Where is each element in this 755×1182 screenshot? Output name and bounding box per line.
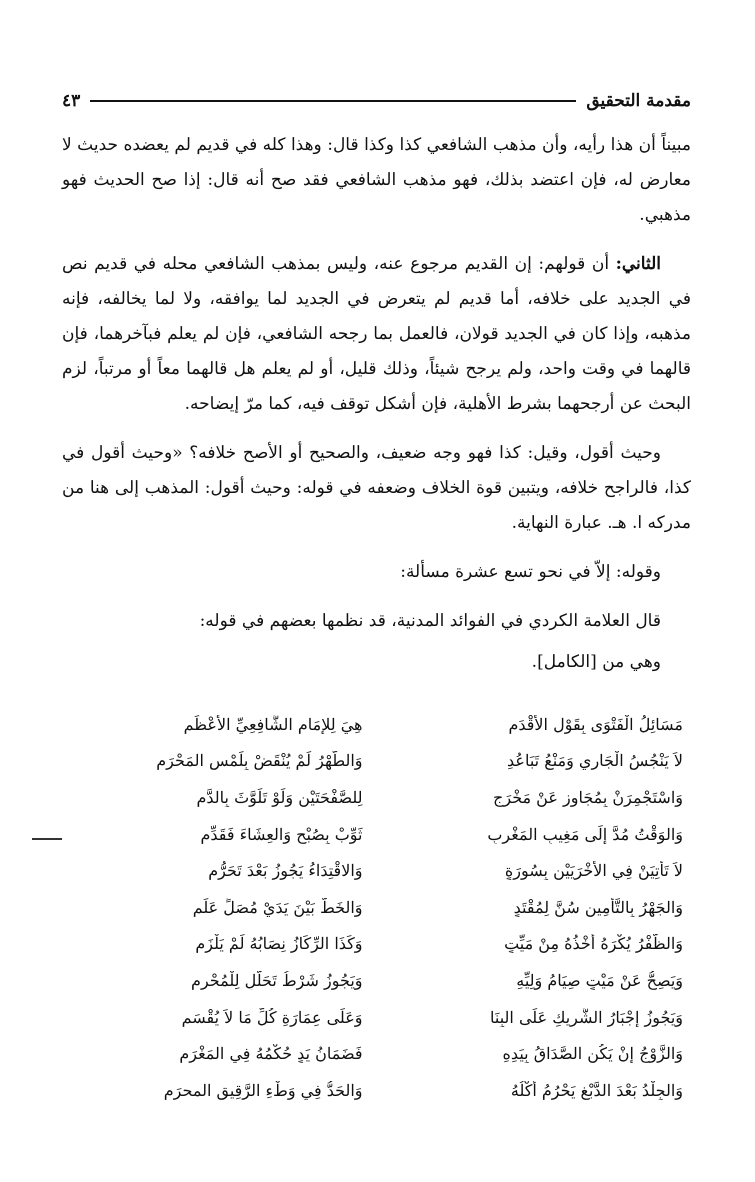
poem-second-hemistich: وَالخَطُّ بَيْنَ يَدَيْ مُصَلٍّ عَلِّمِ (192, 897, 363, 917)
paragraph-2-text: أن قولهم: إن القديم مرجوع عنه، وليس بمذهب الشافعي محله في قديم نص في الجديد على خلافه، أما قديم لم يتعرض في الجديد لما يوافقه، ولا لما يخالفه، فإنه مذهبه، وإذا كان في الجديد قولان، فالعمل بما رجحه الشافعي، فإن لم يعلم فبآخرهما، فإن قالهما في وقت واحد، ولم يرجح شيئاً، وذلك قليل، أو لم يعلم هل قالهما معاً أو مرتباً، لزم البحث عن أرجحهما بشرط الأهلية، فإن أشكل توقف فيه، كما مرّ إيضاحه. (62, 254, 691, 414)
poem-second-hemistich: وَيَجُوزُ شَرْطُ تَحَلُّلٍ لِلْمُحْرِمِ (191, 970, 363, 990)
poem-couplet (62, 816, 691, 853)
poem-couplet (62, 779, 691, 816)
poem-first-hemistich: لاَ يَنْجُسُ الْجَارِي وَمَنْعُ تَبَاعُدِ (507, 751, 683, 771)
poem-first-hemistich: وَالجَهْرُ بِالتَّأْمِينِ سُنَّ لِمُقْتَدٍ (513, 897, 683, 917)
poem-first-hemistich: وَيَجُوزُ إِجْبَارُ الشَّرِيكِ عَلَى البِنَا (490, 1007, 683, 1027)
paragraph-4: وقوله: إلاّ في نحو تسع عشرة مسألة: (400, 562, 661, 582)
poem-first-hemistich: وَالزَّوْجُ إِنْ يَكُنِ الصَّدَاقُ بِيَدِهِ (502, 1044, 683, 1064)
poem-first-hemistich: وَيَصِحُّ عَنْ مَيْتٍ صِيَامُ وَلِيِّهِ (516, 970, 683, 990)
poem-couplet (62, 962, 691, 999)
page-number: ٤٣ (62, 91, 81, 111)
poem-couplet (62, 706, 691, 743)
poem-couplet (62, 1035, 691, 1072)
poem-first-hemistich: وَاسْتَجْمِرَنْ بِمُجَاوِزٍ عَنْ مَخْرَجِ (493, 787, 683, 807)
poem-second-hemistich: وَعَلَى عِمَارَةِ كُلِّ مَا لاَ يُقْسَمِ (181, 1007, 363, 1027)
poem-second-hemistich: وَالحَدُّ فِي وَطْءِ الرَّقِيقِ المحرَمِ (163, 1080, 363, 1100)
poem-first-hemistich: وَالجِلْدُ بَعْدَ الدَّبْغِ يَحْرُمُ أَكْلُهُ (510, 1080, 683, 1100)
poem-first-hemistich: مَسَائِلُ الْفَتْوَى بِقَوْلِ الأَقْدَمِ (508, 714, 683, 734)
page-header (62, 86, 691, 116)
poem-couplet (62, 889, 691, 926)
paragraph-5: قال العلامة الكردي في الفوائد المدنية، قد نظمها بعضهم في قوله: (199, 611, 661, 631)
poem-couplet (62, 999, 691, 1036)
poem-second-hemistich: وَكَذَا الرِّكَازُ نِصَابُهُ لَمْ يَلْزَمِ (195, 934, 363, 954)
poem-first-hemistich: لاَ تَأْتِيَنْ فِي الأُخْرَيَيْنِ بِسُورَةٍ (504, 861, 683, 881)
margin-mark (32, 838, 62, 840)
poem-couplet (62, 1072, 691, 1109)
header-rule (90, 100, 576, 102)
poem-second-hemistich: فَضَمَانُ يَدٍ حُكْمُهُ فِي المَغْرَمِ (179, 1044, 363, 1064)
poem-couplet (62, 852, 691, 889)
paragraph-1: مبيناً أن هذا رأيه، وأن مذهب الشافعي كذا وكذا قال: وهذا كله في قديم لم يعضده حديث لا معارض له، فإن اعتضد بذلك، فهو مذهب الشافعي فقد صح أنه قال: إذا صح الحديث فهو مذهبي. (62, 135, 691, 225)
poem-second-hemistich: لِلصَّفْحَتَيْنِ وَلَوْ تَلَوَّثَ بِالدَّمِ (196, 787, 363, 807)
poem-second-hemistich: هِيَ لِلإِمَامِ الشَّافِعِيِّ الأَعْظَمِ (183, 714, 363, 734)
poem-couplet (62, 743, 691, 780)
paragraph-6: وهي من [الكامل]. (531, 652, 661, 672)
paragraph-2 (62, 247, 691, 422)
poem-first-hemistich: وَالظُّفْرُ يُكْرَهُ أَخْذُهُ مِنْ مَيِّتٍ (504, 934, 683, 954)
poem-second-hemistich: وَالطُّهْرُ لَمْ يُنْقَضْ بِلَمْسِ المَحْرَمِ (156, 751, 363, 771)
poem-couplet (62, 926, 691, 963)
paragraph-lead: الثاني: (615, 254, 661, 274)
body-text (62, 128, 691, 694)
poem-first-hemistich: وَالوَقْتُ مُدَّ إِلَى مَغِيبِ المَغْرِبِ (487, 824, 683, 844)
poem-second-hemistich: وَالاقْتِدَاءُ يَجُوزُ بَعْدَ تَحَرُّمِ (208, 861, 363, 881)
poem-second-hemistich: ثَوِّبْ بِصُبْحٍ وَالعِشَاءَ فَقَدِّمِ (200, 824, 363, 844)
paragraph-3: وحيث أقول، وقيل: كذا فهو وجه ضعيف، والصحيح أو الأصح خلافه؟ «وحيث أقول في كذا، فالراجح خلافه، ويتبين قوة الخلاف وضعفه في قوله: وحيث أقول: المذهب إلى هنا من مدركه ا. هـ. عبارة النهاية. (62, 443, 691, 533)
poem (62, 706, 691, 1109)
section-title: مقدمة التحقيق (586, 91, 691, 111)
